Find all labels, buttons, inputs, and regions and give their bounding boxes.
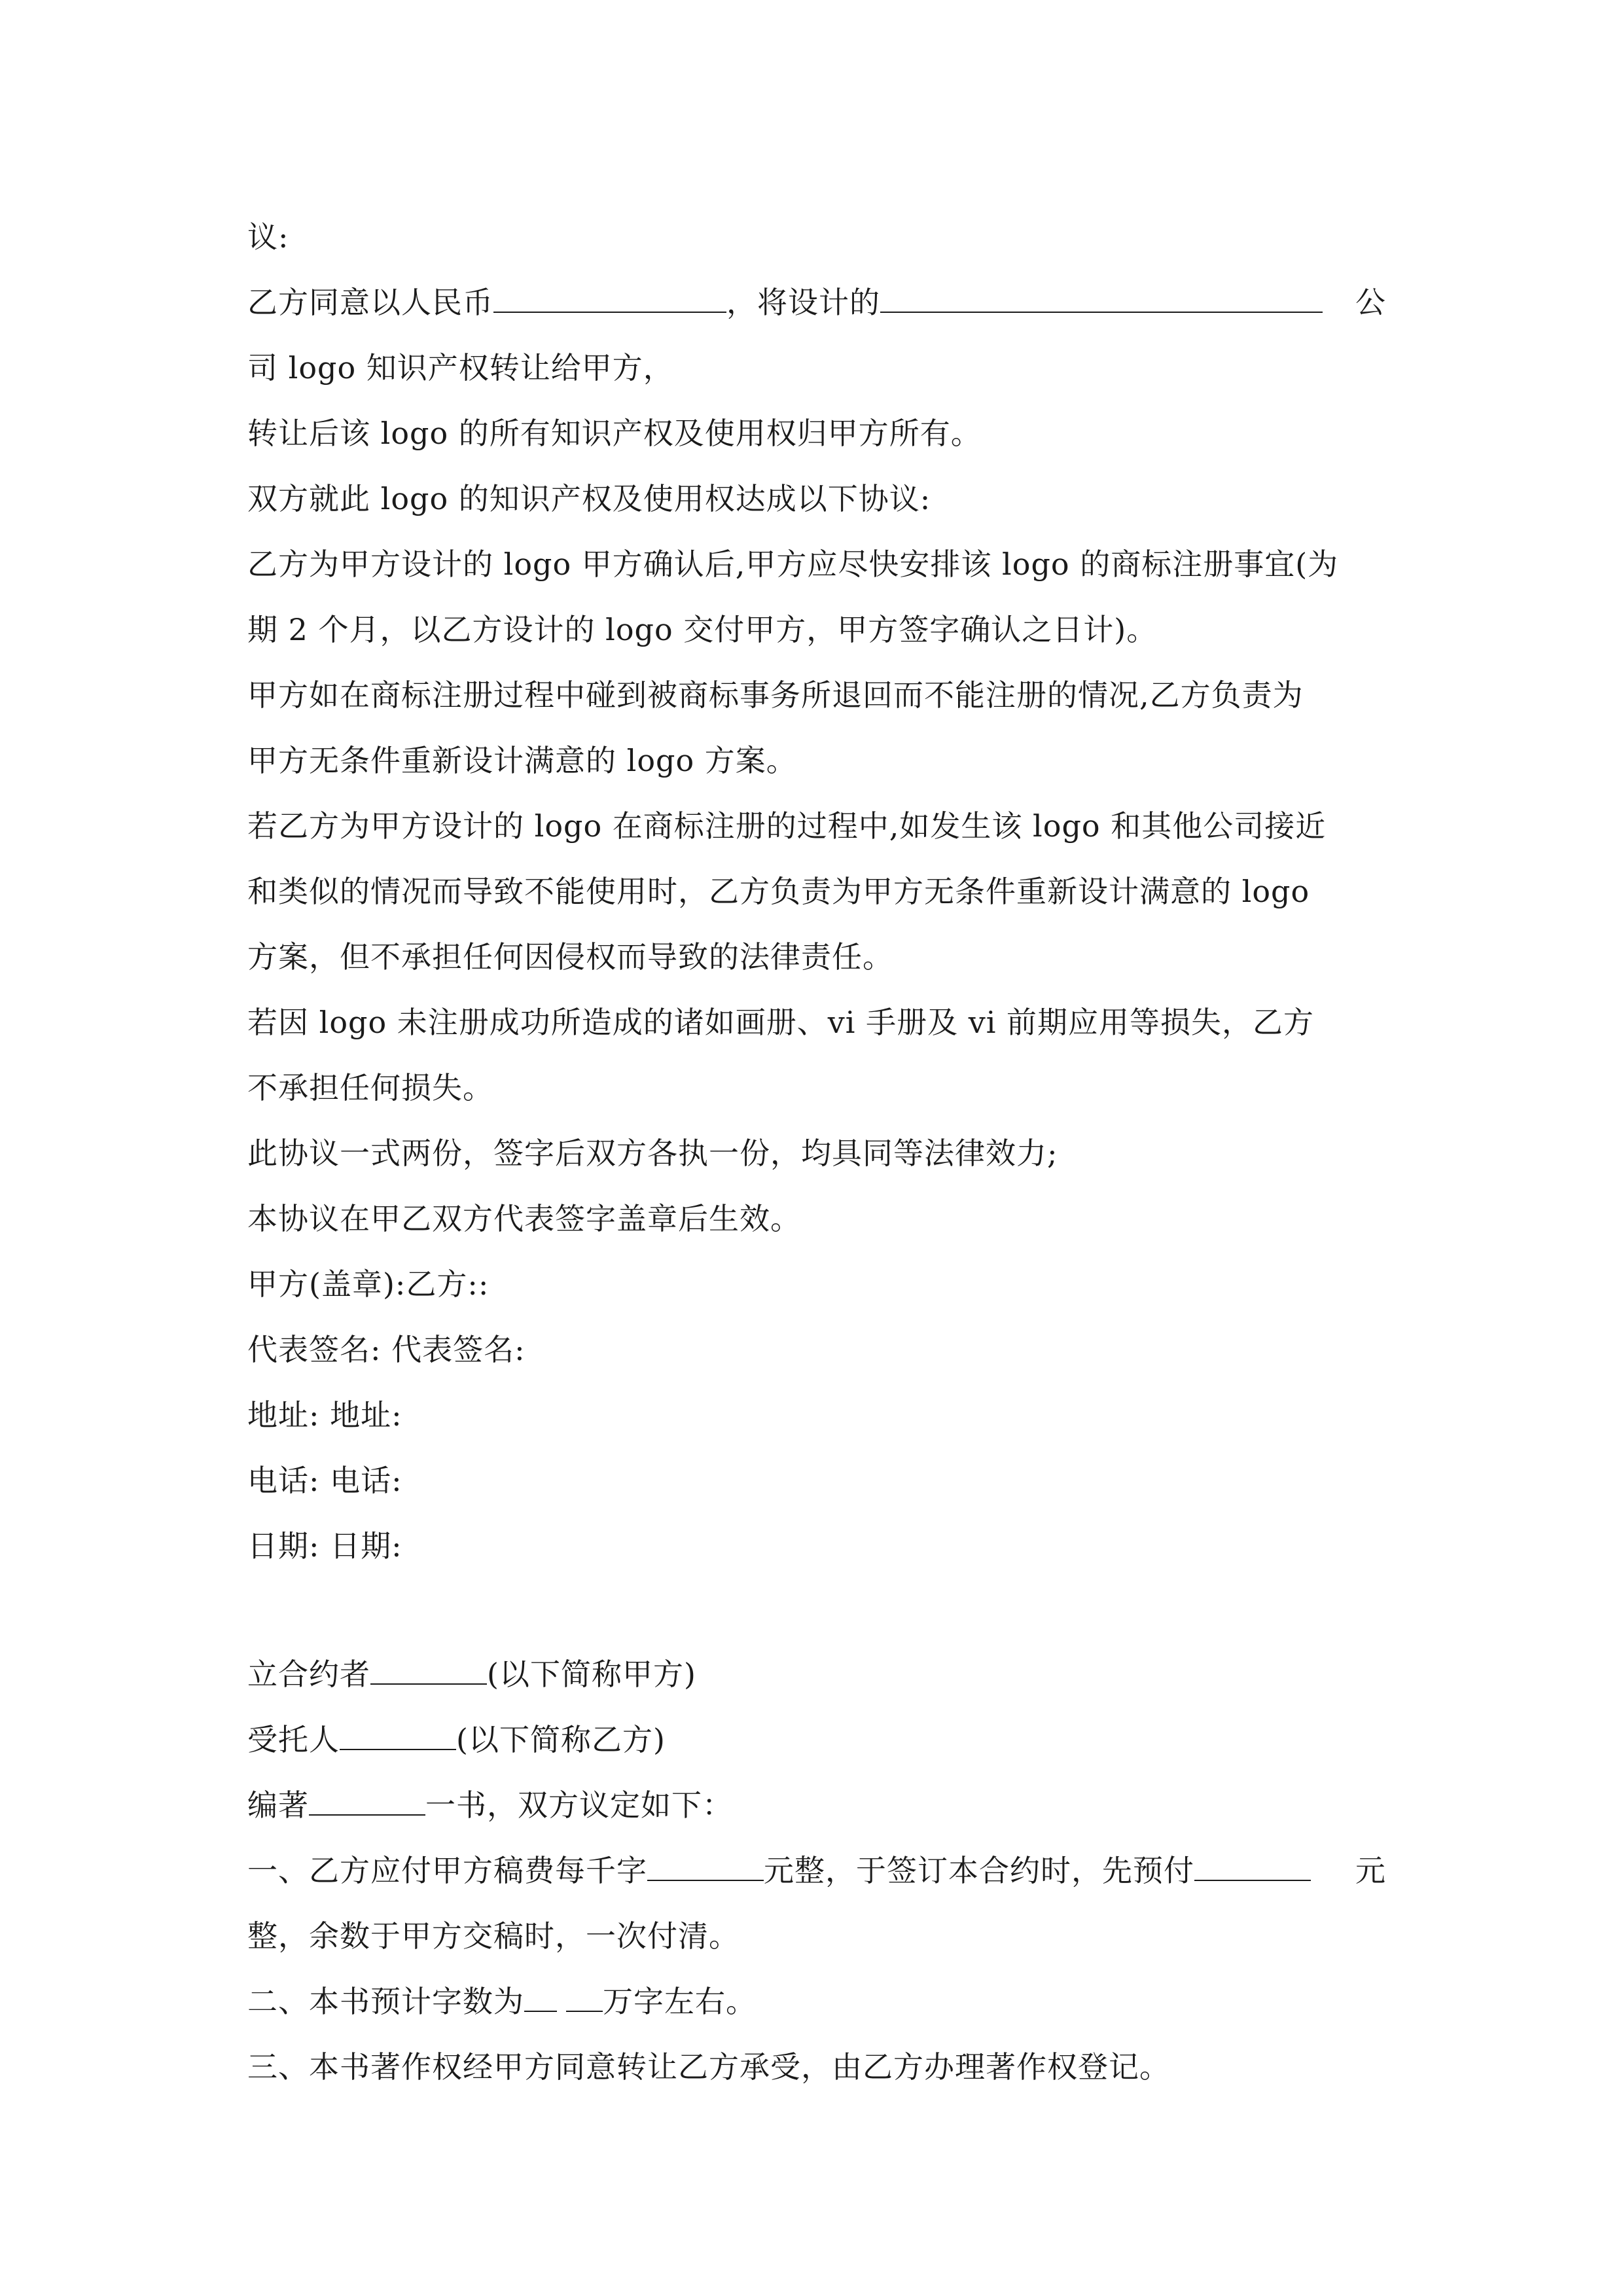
fill-in-blank-amount xyxy=(493,285,726,313)
fill-in-blank-word-count-1 xyxy=(524,1984,557,2012)
signature-representative-line: 代表签名: 代表签名: xyxy=(247,1332,526,1367)
payment-clause-line xyxy=(247,1838,1386,1903)
text-fragment: 受托人 xyxy=(247,1722,340,1757)
fill-in-blank-word-count-2 xyxy=(566,1984,603,2012)
text-line: 和类似的情况而导致不能使用时，乙方负责为甲方无条件重新设计满意的 logo xyxy=(247,874,1310,909)
fill-in-blank-advance xyxy=(1194,1854,1311,1881)
text-segment xyxy=(247,1838,1311,1903)
text-fragment: 元整，于签订本合约时，先预付 xyxy=(764,1853,1194,1888)
text-line: 若因 logo 未注册成功所造成的诸如画册、vi 手册及 vi 前期应用等损失，乙方 xyxy=(247,1005,1315,1040)
text-line: 不承担任何损失。 xyxy=(247,1070,493,1105)
text-line: 议: xyxy=(247,219,289,255)
text-line-with-blanks xyxy=(247,270,1386,335)
text-line: 甲方无条件重新设计满意的 logo 方案。 xyxy=(247,743,797,778)
text-segment xyxy=(247,270,1323,335)
text-line: 此协议一式两份，签字后双方各执一份，均具同等法律效力; xyxy=(247,1136,1058,1171)
party-a-line xyxy=(247,1641,1386,1707)
signature-date-line: 日期: 日期: xyxy=(247,1528,402,1564)
fill-in-blank-company xyxy=(880,285,1323,313)
text-line: 整，余数于甲方交稿时，一次付清。 xyxy=(247,1918,740,1954)
text-line: 乙方为甲方设计的 logo 甲方确认后,甲方应尽快安排该 logo 的商标注册事宜(为 xyxy=(247,547,1339,582)
text-line: 甲方如在商标注册过程中碰到被商标事务所退回而不能注册的情况,乙方负责为 xyxy=(247,677,1304,713)
text-line: 司 logo 知识产权转让给甲方， xyxy=(247,350,674,386)
text-fragment: 一书，双方议定如下： xyxy=(425,1787,733,1823)
text-line: 方案，但不承担任何因侵权而导致的法律责任。 xyxy=(247,939,893,975)
text-line: 本协议在甲乙双方代表签字盖章后生效。 xyxy=(247,1201,801,1236)
text-line: 转让后该 logo 的所有知识产权及使用权归甲方所有。 xyxy=(247,416,982,451)
section-spacer xyxy=(247,1579,1386,1641)
signature-party-line: 甲方(盖章):乙方:: xyxy=(247,1266,490,1302)
text-fragment: ，将设计的 xyxy=(726,285,880,320)
text-fragment: (以下简称乙方) xyxy=(456,1722,666,1757)
text-fragment: (以下简称甲方) xyxy=(487,1657,696,1692)
text-fragment: 二、本书预计字数为 xyxy=(247,1984,524,2019)
text-line: 双方就此 logo 的知识产权及使用权达成以下协议: xyxy=(247,481,931,516)
document-page xyxy=(247,204,1386,2100)
text-fragment: 乙方同意以人民币 xyxy=(247,285,493,320)
party-b-line xyxy=(247,1707,1386,1772)
fill-in-blank-rate xyxy=(647,1854,764,1881)
fill-in-blank-book-title xyxy=(309,1788,425,1816)
text-fragment: 元 xyxy=(1355,1853,1386,1888)
signature-address-line: 地址: 地址: xyxy=(247,1397,402,1433)
text-line: 三、本书著作权经甲方同意转让乙方承受，由乙方办理著作权登记。 xyxy=(247,2049,1170,2085)
text-fragment: 编著 xyxy=(247,1787,309,1823)
text-line: 期 2 个月，以乙方设计的 logo 交付甲方，甲方签字确认之日计)。 xyxy=(247,612,1158,647)
fill-in-blank-party-b xyxy=(340,1723,456,1750)
text-line: 若乙方为甲方设计的 logo 在商标注册的过程中,如发生该 logo 和其他公司接近 xyxy=(247,808,1327,844)
text-fragment: 公 xyxy=(1355,285,1386,320)
signature-phone-line: 电话: 电话: xyxy=(247,1463,402,1498)
text-fragment: 一、乙方应付甲方稿费每千字 xyxy=(247,1853,647,1888)
text-fragment: 万字左右。 xyxy=(603,1984,757,2019)
fill-in-blank-party-a xyxy=(370,1657,487,1685)
book-title-line xyxy=(247,1772,1386,1838)
word-count-clause-line xyxy=(247,1969,1386,2034)
text-fragment: 立合约者 xyxy=(247,1657,370,1692)
